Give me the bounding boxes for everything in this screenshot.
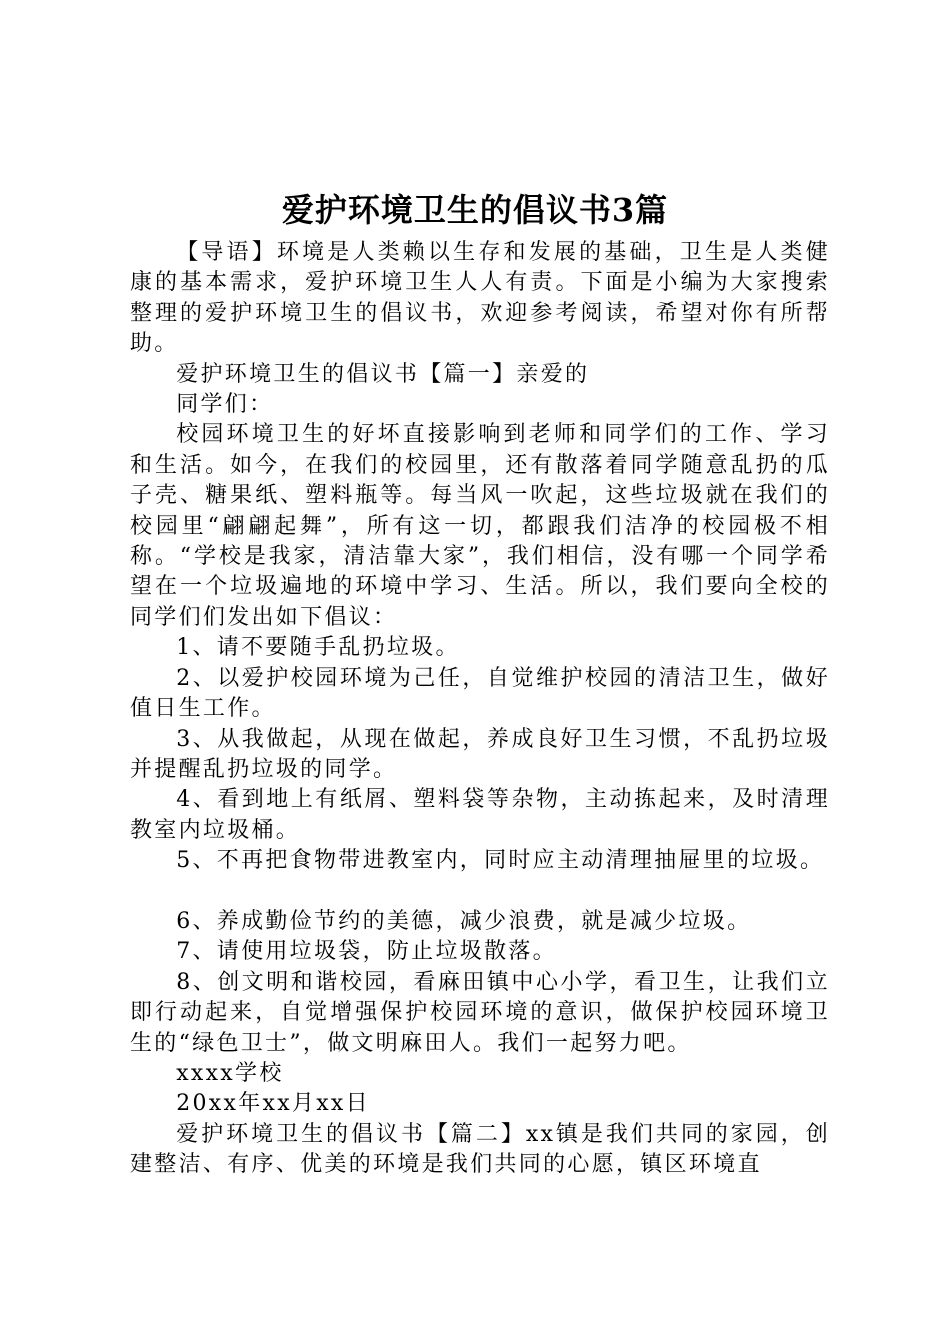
signature-date: 20xx年xx月xx日	[176, 1091, 370, 1117]
document-body	[130, 238, 830, 1181]
section-heading-1: 爱护环境卫生的倡议书【篇一】亲爱的	[176, 361, 590, 387]
salutation: 同学们：	[176, 392, 274, 418]
section-heading-2: 爱护环境卫生的倡议书【篇二】xx镇是我们共同的家园，创建整洁、有序、优美的环境是我们共同的心愿，镇区环境直	[130, 1121, 830, 1178]
body-paragraph: 校园环境卫生的好坏直接影响到老师和同学们的工作、学习和生活。如今，在我们的校园里，还有散落着同学随意乱扔的瓜子壳、糖果纸、塑料瓶等。每当风一吹起，这些垃圾就在我们的校园里“翩翩起舞”，所有这一切，都跟我们洁净的校园极不相称。“学校是我家，清洁靠大家”，我们相信，没有哪一个同学希望在一个垃圾遍地的环境中学习、生活。所以，我们要向全校的同学们们发出如下倡议：	[130, 422, 830, 630]
intro-paragraph: 【导语】环境是人类赖以生存和发展的基础，卫生是人类健康的基本需求，爱护环境卫生人人有责。下面是小编为大家搜索整理的爱护环境卫生的倡议书，欢迎参考阅读，希望对你有所帮助。	[130, 240, 830, 357]
document-title: 爱护环境卫生的倡议书3篇	[281, 191, 669, 229]
list-item-6: 6、养成勤俭节约的美德，减少浪费，就是减少垃圾。	[176, 908, 752, 934]
list-item-3: 3、从我做起，从现在做起，养成良好卫生习惯，不乱扔垃圾并提醒乱扔垃圾的同学。	[130, 726, 830, 782]
list-item-2: 2、以爱护校园环境为己任，自觉维护校园的清洁卫生，做好值日生工作。	[130, 665, 830, 722]
list-item-1: 1、请不要随手乱扔垃圾。	[176, 635, 460, 661]
list-item-5: 5、不再把食物带进教室内，同时应主动清理抽屉里的垃圾。	[176, 848, 825, 874]
list-item-8: 8、创文明和谐校园，看麻田镇中心小学，看卫生，让我们立即行动起来，自觉增强保护校园环境的意识，做保护校园环境卫生的“绿色卫士”，做文明麻田人。我们一起努力吧。	[130, 969, 830, 1056]
list-item-4: 4、看到地上有纸屑、塑料袋等杂物，主动拣起来，及时清理教室内垃圾桶。	[130, 787, 830, 843]
list-item-7: 7、请使用垃圾袋，防止垃圾散落。	[176, 939, 557, 965]
signature-school: xxxx学校	[176, 1060, 284, 1086]
